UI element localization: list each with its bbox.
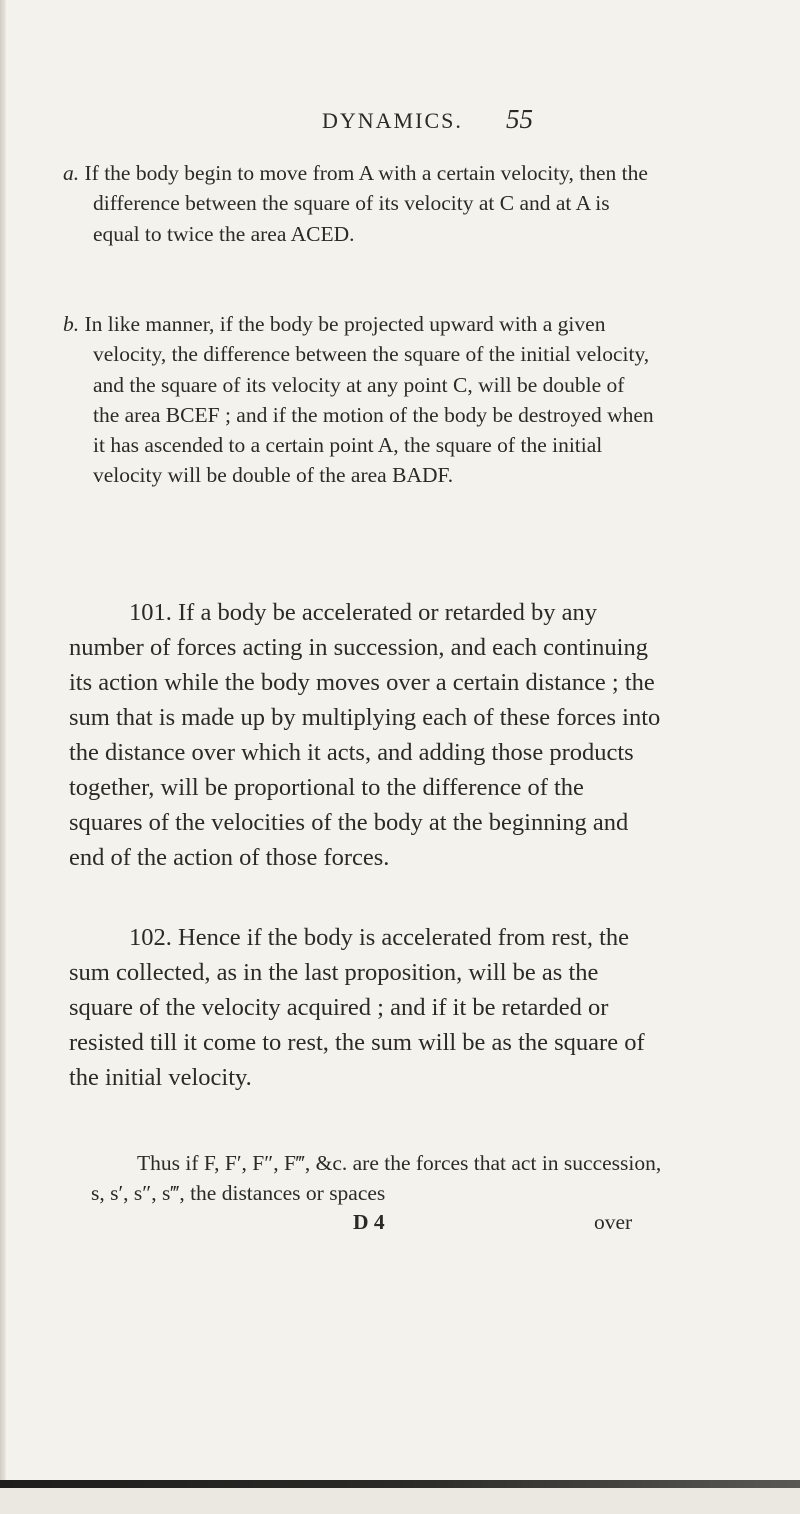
- running-header: [0, 104, 800, 140]
- signature-mark: D 4: [353, 1210, 385, 1234]
- catchword: over: [594, 1210, 633, 1234]
- paragraph-101: 101. If a body be accelerated or retarded by any number of forces acting in succession, and each continuing its action while the body moves over a certain distance ; the sum that is made up by multiplying each of these forces into the distance over which it acts, and adding those products together, will be proportional to the difference of the squares of the velocities of the body at the beginning and end of the action of those forces.: [69, 599, 661, 871]
- paragraph-b-text: In like manner, if the body be projected upward with a given velocity, the difference between the square of the initial velocity, and the square of its velocity at any point C, will be double of the area BCEF ; and if the motion of the body be destroyed when it has ascended to a certain point A, the square of the initial velocity will be double of the area BADF.: [84, 312, 654, 488]
- bottom-margin: [0, 1488, 800, 1514]
- running-title: DYNAMICS.: [322, 108, 463, 133]
- page-binding-edge: [0, 0, 6, 1514]
- paragraph-b: [63, 309, 655, 491]
- paragraph-thus: Thus if F, F′, F″, F‴, &c. are the forces that act in succession, s, s′, s″, s‴, the distances or spaces: [91, 1151, 662, 1206]
- paragraph-b-label: b.: [63, 312, 80, 336]
- page-number: 55: [506, 104, 533, 134]
- bottom-edge-shadow: [0, 1480, 800, 1488]
- paragraph-a: [63, 158, 653, 249]
- paragraph-102: 102. Hence if the body is accelerated from rest, the sum collected, as in the last proposition, will be as the square of the velocity acquired ; and if it be retarded or resisted till it come to rest, the sum will be as the square of the initial velocity.: [69, 924, 645, 1091]
- page-footer: [0, 1210, 800, 1242]
- paragraph-a-label: a.: [63, 161, 80, 185]
- paragraph-a-text: If the body begin to move from A with a certain velocity, then the difference between the square of its velocity at C and at A is equal to twice the area ACED.: [84, 161, 648, 246]
